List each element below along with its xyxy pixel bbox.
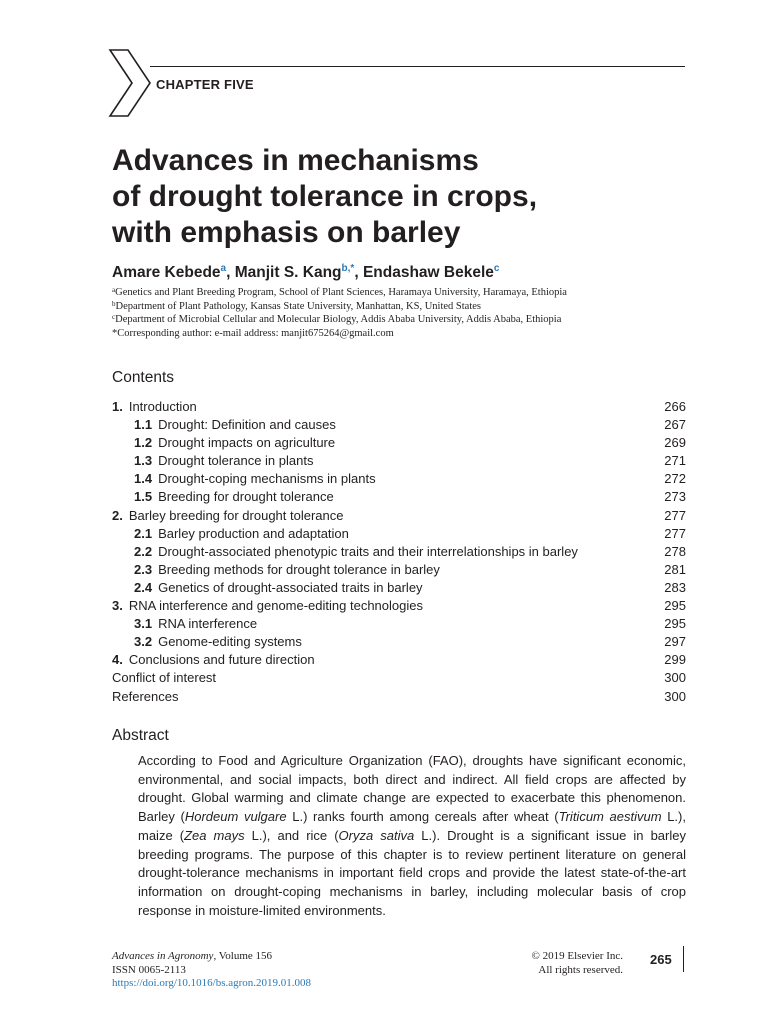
toc-entry-page: 278 bbox=[664, 543, 686, 559]
toc-entry-label: Drought: Definition and causes bbox=[158, 417, 336, 433]
toc-entry-title bbox=[112, 561, 440, 579]
toc-entry-number: 2.2 bbox=[134, 543, 153, 559]
toc-entry-page: 297 bbox=[664, 634, 686, 650]
toc-entry-page: 267 bbox=[664, 417, 686, 433]
author-name: Endashaw Bekele bbox=[362, 264, 494, 281]
toc-entry-page: 273 bbox=[664, 489, 686, 505]
toc-entry-page: 269 bbox=[664, 435, 686, 451]
abstract-text bbox=[138, 752, 686, 920]
toc-entry-label: Drought-coping mechanisms in plants bbox=[158, 471, 376, 487]
footer-journal-line bbox=[112, 950, 311, 964]
toc-entry-title bbox=[112, 669, 216, 687]
toc-entry-label: Genome-editing systems bbox=[158, 634, 302, 650]
footer-copyright bbox=[508, 950, 623, 977]
toc-entry[interactable] bbox=[112, 651, 686, 669]
toc-entry-number: 4. bbox=[112, 652, 123, 668]
author-name: Manjit S. Kang bbox=[234, 264, 342, 281]
toc-entry-title bbox=[112, 507, 343, 525]
toc-entry-number: 2.3 bbox=[134, 561, 153, 577]
corresponding-author: *Corresponding author: e-mail address: manjit675264@gmail.com bbox=[112, 327, 394, 339]
affiliation-line bbox=[112, 313, 567, 327]
toc-entry-page: 300 bbox=[664, 670, 686, 686]
toc-entry-label: Introduction bbox=[128, 399, 197, 414]
toc-entry-number: 3. bbox=[112, 598, 123, 614]
affiliation-marker: a bbox=[112, 286, 116, 294]
abstract-species-name: Hordeum vulgare bbox=[184, 809, 287, 825]
chapter-rule bbox=[150, 66, 685, 67]
affiliation-line bbox=[112, 300, 567, 314]
toc-entry-title bbox=[112, 416, 336, 434]
toc-entry-title bbox=[112, 398, 197, 416]
author-affiliation-link[interactable]: a bbox=[220, 263, 227, 274]
author-list bbox=[112, 264, 499, 282]
affiliations bbox=[112, 286, 567, 340]
affiliation-marker: b bbox=[112, 299, 116, 308]
page-number: 265 bbox=[650, 952, 672, 967]
doi-link[interactable]: https://doi.org/10.1016/bs.agron.2019.01.008 bbox=[112, 977, 312, 989]
toc-entry-page: 283 bbox=[664, 579, 686, 595]
toc-entry-number: 1.3 bbox=[134, 453, 153, 469]
toc-entry-page: 300 bbox=[664, 688, 686, 704]
title-line: of drought tolerance in crops, bbox=[112, 180, 538, 213]
page-number-rule bbox=[683, 946, 684, 972]
toc-entry-label: Drought-associated phenotypic traits and their interrelationships in barley bbox=[158, 543, 578, 559]
affiliation-marker: c bbox=[112, 313, 116, 321]
toc-entry-page: 295 bbox=[664, 616, 686, 632]
toc-entry-number: 3.1 bbox=[134, 616, 153, 632]
toc-entry[interactable] bbox=[112, 452, 686, 470]
abstract-text-segment: According to Food and Agriculture Organization (FAO), droughts have significant economic, environmental, and social impacts, both direct and indirect. All field crops are affected by drought. Global warming and climate change are expected to exacerbate this phenomenon. Barley ( bbox=[138, 753, 686, 825]
abstract-text-segment: L.). Drought is a significant issue in barley breeding programs. The purpose of this chapter is to review pertinent literature on general drought-tolerance mechanisms in important field crops and provide the latest state-of-the-art information on drought-coping mechanisms in barley, including molecular basis of crop response in moisture-limited environments. bbox=[138, 827, 686, 918]
affiliation-line bbox=[112, 286, 567, 300]
toc-entry-label: References bbox=[112, 688, 179, 704]
toc-entry[interactable] bbox=[112, 416, 686, 434]
author-affiliation-link[interactable]: c bbox=[493, 263, 500, 274]
toc-entry[interactable] bbox=[112, 543, 686, 561]
abstract-species-name: Oryza sativa bbox=[338, 827, 415, 843]
toc-entry[interactable] bbox=[112, 669, 686, 687]
journal-volume: , Volume 156 bbox=[213, 950, 273, 962]
chapter-title bbox=[112, 143, 712, 251]
abstract-species-name: Triticum aestivum bbox=[558, 809, 662, 825]
toc-entry-label: Drought impacts on agriculture bbox=[158, 435, 336, 451]
toc-entry-label: RNA interference bbox=[158, 616, 258, 632]
toc-entry[interactable] bbox=[112, 398, 686, 416]
affiliation-text: Department of Microbial Cellular and Molecular Biology, Addis Ababa University, Addis Ababa, Ethiopia bbox=[115, 314, 562, 325]
toc-entry-label: Conclusions and future direction bbox=[128, 652, 315, 668]
toc-entry-title bbox=[112, 434, 335, 452]
abstract-heading: Abstract bbox=[112, 727, 169, 744]
toc-entry-page: 281 bbox=[664, 561, 686, 577]
toc-entry[interactable] bbox=[112, 615, 686, 633]
toc-entry-label: Barley breeding for drought tolerance bbox=[128, 507, 344, 523]
toc-entry-title bbox=[112, 488, 334, 506]
footer-issn: ISSN 0065-2113 bbox=[112, 963, 186, 976]
toc-entry-number: 1.1 bbox=[134, 417, 153, 433]
toc-entry[interactable] bbox=[112, 633, 686, 651]
toc-entry[interactable] bbox=[112, 488, 686, 506]
toc-entry-number: 2.4 bbox=[134, 579, 153, 595]
toc-entry-title bbox=[112, 452, 313, 470]
toc-entry-label: RNA interference and genome-editing technologies bbox=[128, 598, 423, 614]
toc-entry-title bbox=[112, 615, 257, 633]
abstract-text-segment: L.) ranks fourth among cereals after wheat ( bbox=[286, 809, 559, 825]
author-name: Amare Kebede bbox=[112, 264, 221, 281]
footer-publication-info bbox=[112, 950, 311, 991]
toc-entry-number: 2.1 bbox=[134, 525, 153, 541]
toc-entry-title bbox=[112, 543, 578, 561]
copyright-line: © 2019 Elsevier Inc. bbox=[531, 950, 623, 962]
toc-entry[interactable] bbox=[112, 579, 686, 597]
toc-entry-page: 272 bbox=[664, 471, 686, 487]
rights-line: All rights reserved. bbox=[538, 963, 623, 976]
affiliation-text: Genetics and Plant Breeding Program, School of Plant Sciences, Haramaya University, Haramaya, Ethiopia bbox=[115, 287, 567, 298]
abstract-species-name: Zea mays bbox=[184, 827, 245, 843]
toc-entry[interactable] bbox=[112, 470, 686, 488]
toc-entry-title bbox=[112, 633, 302, 651]
chapter-chevron-icon bbox=[108, 48, 152, 118]
toc-entry-title bbox=[112, 651, 315, 669]
toc-entry[interactable] bbox=[112, 561, 686, 579]
toc-entry-number: 1.2 bbox=[134, 435, 153, 451]
toc-entry-title bbox=[112, 688, 178, 706]
author-separator: , bbox=[354, 264, 363, 281]
toc-entry-page: 266 bbox=[664, 399, 686, 414]
toc-entry-number: 1.4 bbox=[134, 471, 153, 487]
toc-entry[interactable] bbox=[112, 525, 686, 543]
table-of-contents bbox=[112, 398, 686, 706]
author-affiliation-link[interactable]: b,* bbox=[341, 263, 355, 274]
toc-entry-label: Genetics of drought-associated traits in barley bbox=[158, 579, 423, 595]
toc-entry-label: Drought tolerance in plants bbox=[158, 453, 314, 469]
toc-entry-number: 2. bbox=[112, 507, 123, 523]
toc-entry-page: 271 bbox=[664, 453, 686, 469]
title-line: Advances in mechanisms bbox=[112, 144, 479, 177]
toc-entry-page: 299 bbox=[664, 652, 686, 668]
toc-entry-title bbox=[112, 525, 349, 543]
toc-entry-title bbox=[112, 470, 376, 488]
toc-entry-page: 277 bbox=[664, 507, 686, 523]
author-separator: , bbox=[226, 264, 235, 281]
toc-entry-title bbox=[112, 579, 423, 597]
toc-entry-number: 1.5 bbox=[134, 489, 153, 505]
toc-entry[interactable] bbox=[112, 688, 686, 706]
toc-entry-label: Breeding methods for drought tolerance in barley bbox=[158, 561, 440, 577]
toc-entry-title bbox=[112, 597, 423, 615]
toc-entry-label: Conflict of interest bbox=[112, 670, 217, 686]
affiliation-text: Department of Plant Pathology, Kansas State University, Manhattan, KS, United States bbox=[115, 300, 481, 312]
toc-entry-label: Barley production and adaptation bbox=[158, 525, 349, 541]
abstract-text-segment: L.), and rice ( bbox=[244, 827, 339, 843]
title-line: with emphasis on barley bbox=[112, 216, 461, 249]
journal-name: Advances in Agronomy bbox=[112, 950, 214, 962]
toc-entry[interactable] bbox=[112, 597, 686, 615]
toc-entry-label: Breeding for drought tolerance bbox=[158, 489, 334, 505]
toc-entry-page: 277 bbox=[664, 525, 686, 541]
chapter-label: CHAPTER FIVE bbox=[156, 77, 254, 92]
abstract-text-segment: L.), maize ( bbox=[138, 809, 686, 843]
toc-entry-number: 3.2 bbox=[134, 634, 153, 650]
contents-heading: Contents bbox=[112, 369, 175, 386]
toc-entry[interactable] bbox=[112, 434, 686, 452]
toc-entry-number: 1. bbox=[112, 399, 123, 414]
toc-entry[interactable] bbox=[112, 507, 686, 525]
toc-entry-page: 295 bbox=[664, 598, 686, 614]
